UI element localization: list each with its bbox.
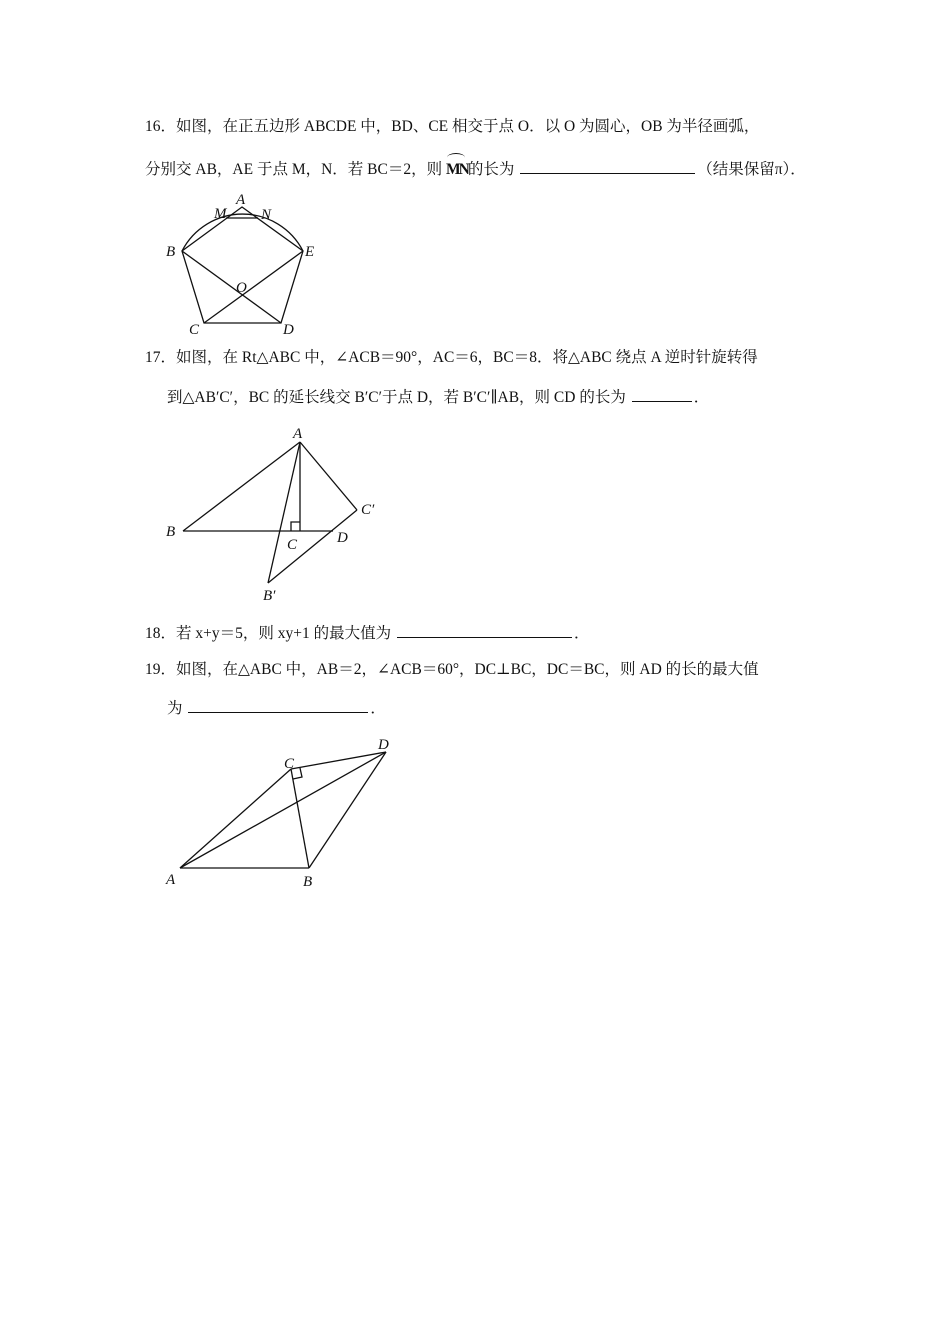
label-19-A: A [166,872,176,888]
label-16-D: D [283,322,294,338]
figure-17-rotation [183,442,357,583]
q18-text-tail: ． [574,625,590,642]
label-17-C-prime: C′ [361,502,375,518]
q16-text-line2-pre: 分别交 AB，AE 于点 M，N．若 BC＝2，则 [145,161,446,178]
q17-text-line2: 到△AB′C′，BC 的延长线交 B′C′于点 D，若 B′C′∥AB，则 CD 的长为 [167,389,626,406]
q19-text-tail: ． [370,700,386,717]
figure-16-pentagon [182,207,303,323]
label-16-O: O [236,280,247,296]
q18-text-line1: 若 x+y＝5，则 xy+1 的最大值为 [176,625,392,642]
q19-text-line1: 如图，在△ABC 中，AB＝2，∠ACB＝60°，DC⊥BC，DC＝BC，则 AD 的长的最大值 [176,661,759,678]
label-19-B: B [303,874,313,890]
q17-text-tail: ． [693,389,710,406]
q19-number: 19． [145,661,177,678]
label-16-E: E [305,244,315,260]
label-16-N: N [261,207,272,223]
label-17-D: D [337,530,348,546]
label-19-D: D [378,737,389,753]
q18-number: 18． [145,625,177,642]
label-16-C: C [189,322,200,338]
q16-text-tail: （结果保留π）． [697,161,806,178]
label-19-C: C [284,756,295,772]
q16-number: 16． [145,118,177,135]
figure-19-quadrilateral [180,752,386,868]
label-16-B: B [166,244,176,260]
label-17-A: A [293,426,303,442]
q16-text-line1: 如图，在正五边形 ABCDE 中，BD、CE 相交于点 O．以 O 为圆心，OB 为半径画弧， [176,118,760,135]
arc-mn-label: MN [445,161,468,178]
label-17-C: C [287,537,298,553]
label-16-A: A [236,192,246,208]
q17-text-line1: 如图，在 Rt△ABC 中，∠ACB＝90°，AC＝6，BC＝8．将△ABC 绕点 A 逆时针旋转得 [176,349,758,366]
q16-text-line2-post: 的长为 [467,161,515,178]
label-17-B: B [166,524,176,540]
label-16-M: M [214,206,227,222]
label-17-B-prime: B′ [263,588,276,604]
q19-text-line2: 为 [167,700,183,717]
q17-number: 17． [145,349,177,366]
